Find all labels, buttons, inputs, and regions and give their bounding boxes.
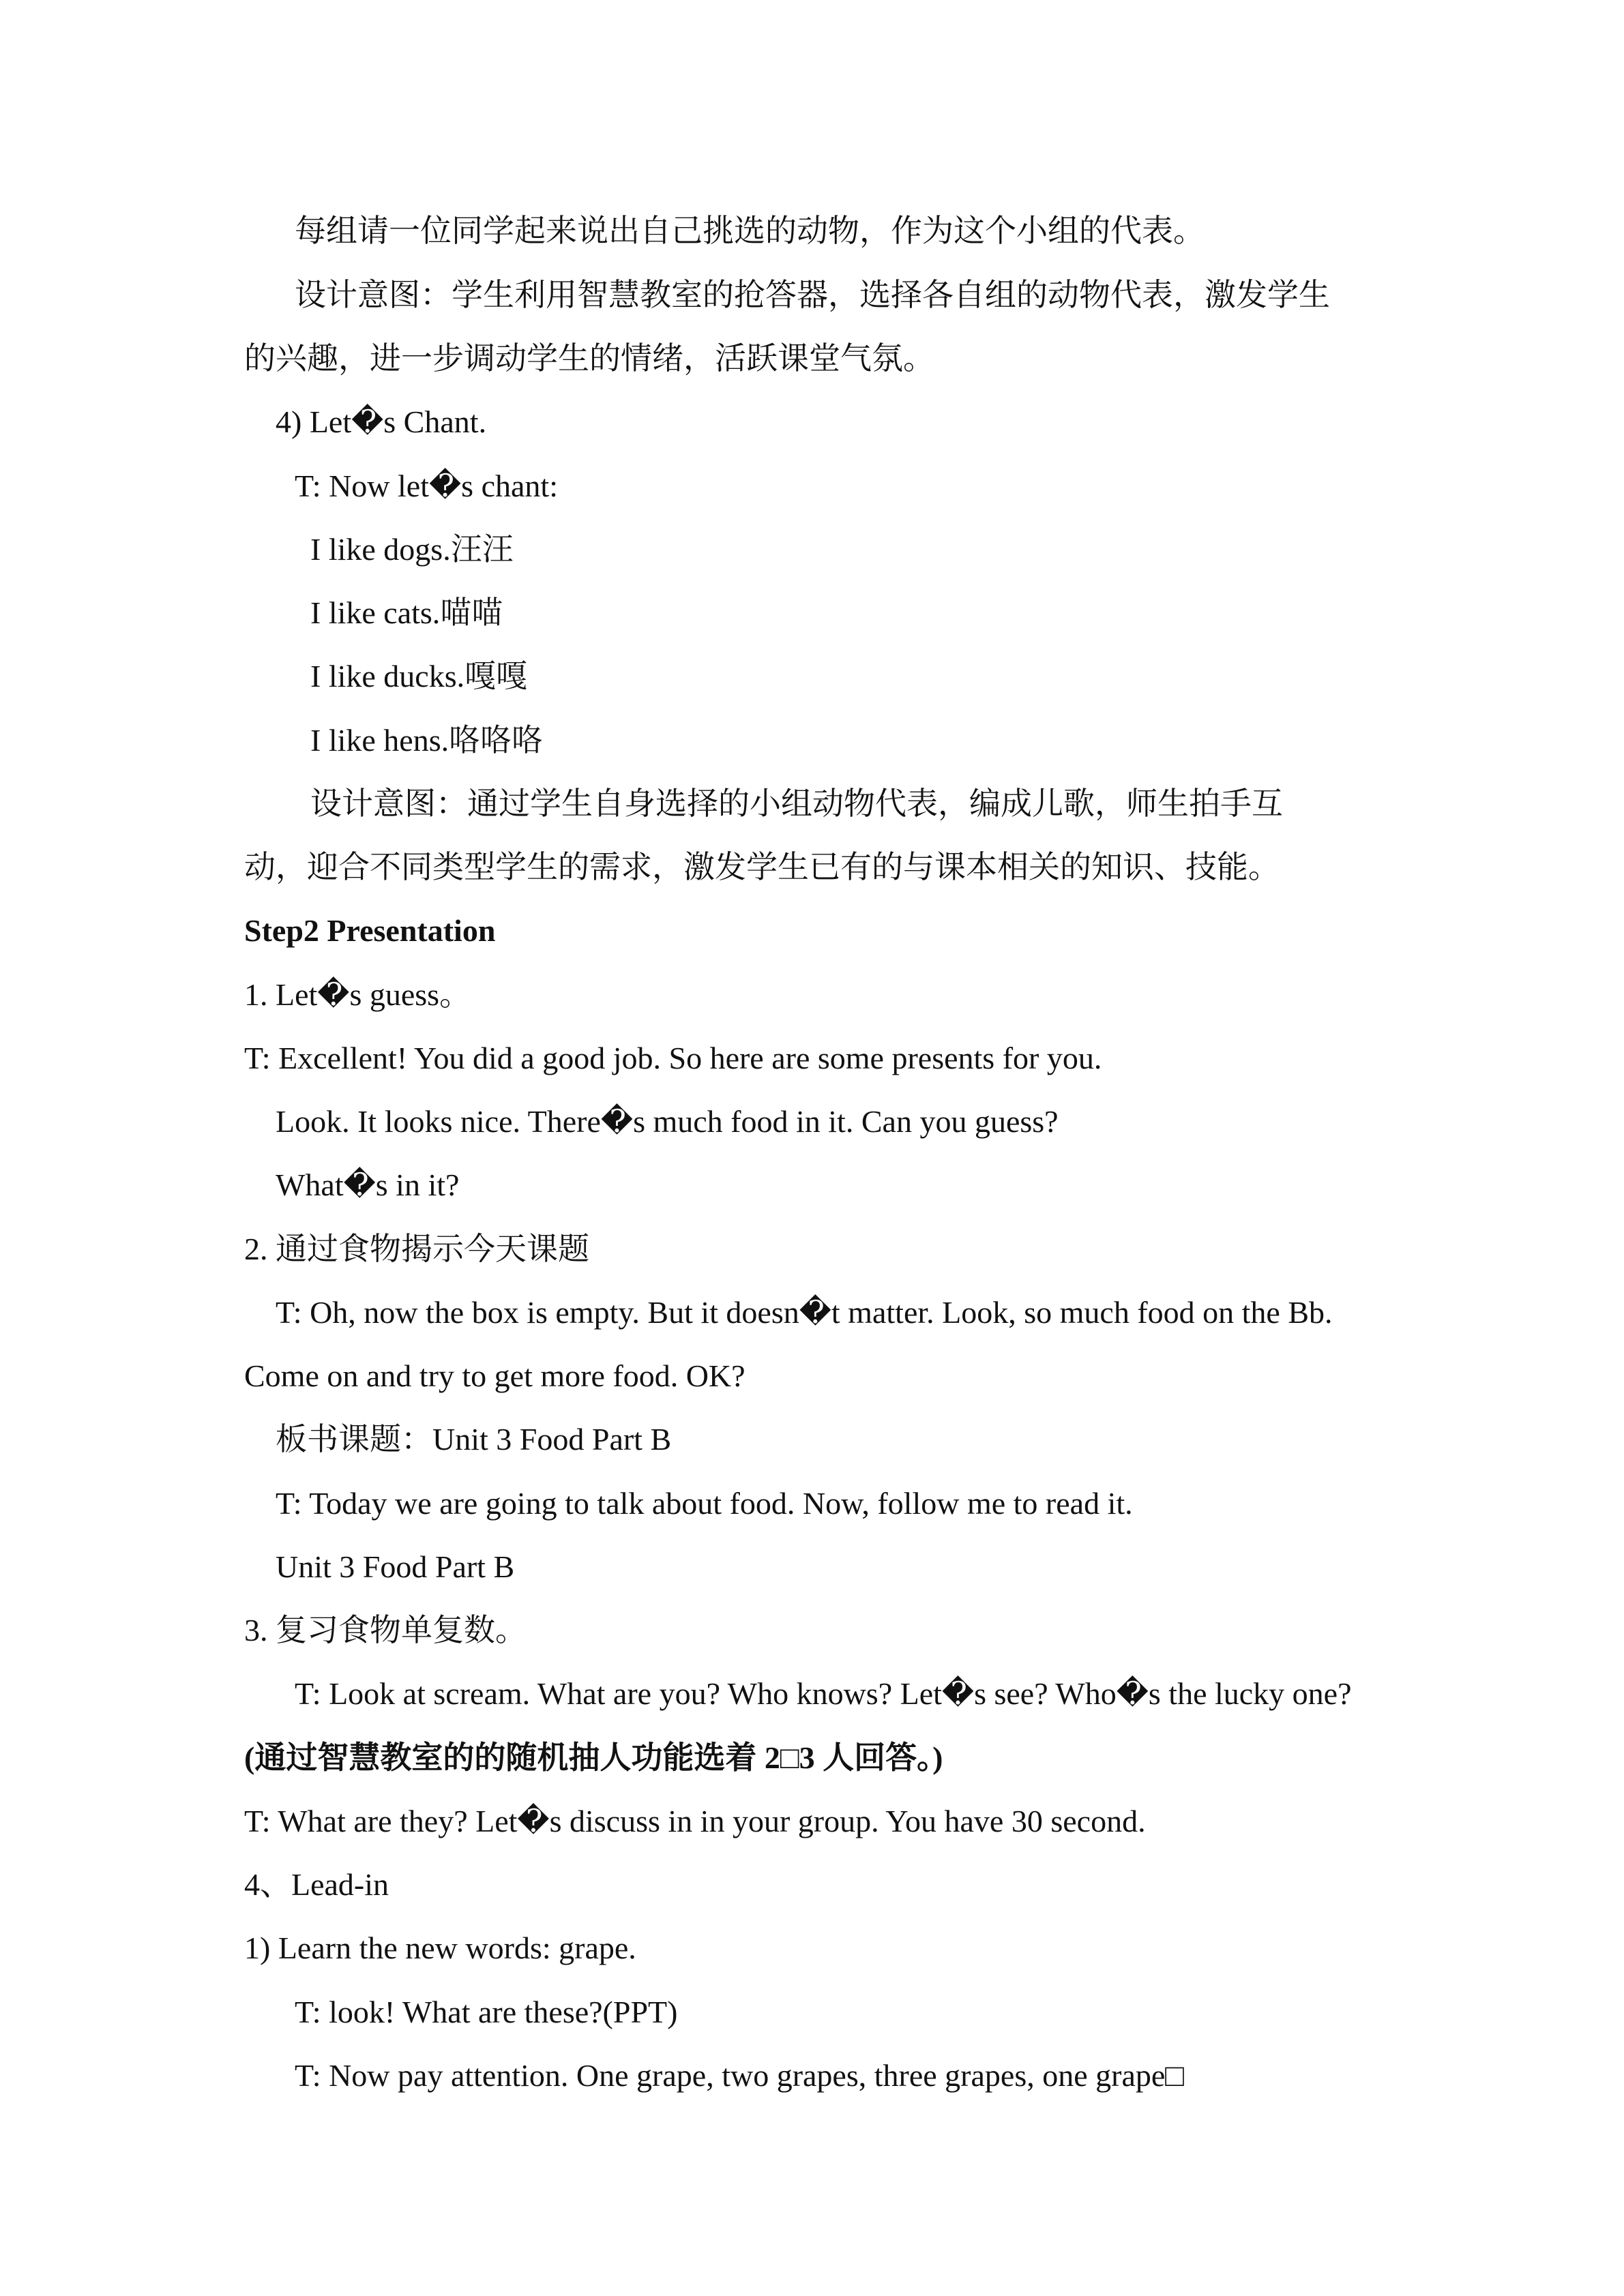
paragraph-line: T: Excellent! You did a good job. So here are some presents for you. xyxy=(244,1041,1102,1075)
paragraph-line: Unit 3 Food Part B xyxy=(276,1549,515,1584)
paragraph-line: 4、Lead-in xyxy=(244,1867,389,1902)
paragraph-line: What�s in it? xyxy=(276,1167,460,1202)
paragraph-line: 4) Let�s Chant. xyxy=(276,404,487,439)
paragraph-line: 设计意图：通过学生自身选择的小组动物代表，编成儿歌，师生拍手互 xyxy=(310,786,1283,821)
chant-line: I like ducks.嘎嘎 xyxy=(310,659,528,694)
paragraph-line: Look. It looks nice. There�s much food in it. Can you guess? xyxy=(276,1104,1059,1139)
chant-line: I like hens.咯咯咯 xyxy=(310,723,544,758)
paragraph-line: T: Oh, now the box is empty. But it doesn�t matter. Look, so much food on the Bb. xyxy=(276,1295,1333,1330)
paragraph-line: 动，迎合不同类型学生的需求，激发学生已有的与课本相关的知识、技能。 xyxy=(244,850,1280,884)
paragraph-line: T: look! What are these?(PPT) xyxy=(295,1995,678,2029)
paragraph-line: 3. 复习食物单复数。 xyxy=(244,1613,527,1648)
paragraph-line: 板书课题：Unit 3 Food Part B xyxy=(276,1422,672,1457)
paragraph-line: 1. Let�s guess。 xyxy=(244,977,471,1012)
paragraph-line: T: Now let�s chant: xyxy=(295,468,558,503)
paragraph-line: (通过智慧教室的的随机抽人功能选着 2□3 人回答。) xyxy=(244,1740,943,1775)
paragraph-line: 的兴趣，进一步调动学生的情绪，活跃课堂气氛。 xyxy=(244,341,934,376)
paragraph-line: Come on and try to get more food. OK? xyxy=(244,1358,745,1393)
paragraph-line: T: Today we are going to talk about food. Now, follow me to read it. xyxy=(276,1486,1133,1521)
paragraph-line: 每组请一位同学起来说出自己挑选的动物，作为这个小组的代表。 xyxy=(295,213,1205,248)
paragraph-line: T: Now pay attention. One grape, two grapes, three grapes, one grape□ xyxy=(295,2058,1185,2093)
paragraph-line: T: Look at scream. What are you? Who knows? Let�s see? Who�s the lucky one? xyxy=(295,1676,1352,1711)
paragraph-line: T: What are they? Let�s discuss in in your group. You have 30 second. xyxy=(244,1804,1146,1838)
section-heading: Step2 Presentation xyxy=(244,913,496,948)
chant-line: I like dogs.汪汪 xyxy=(310,532,514,567)
paragraph-line: 2. 通过食物揭示今天课题 xyxy=(244,1232,589,1266)
paragraph-line: 设计意图：学生利用智慧教室的抢答器，选择各自组的动物代表，激发学生 xyxy=(295,278,1330,312)
chant-line: I like cats.喵喵 xyxy=(310,595,503,630)
paragraph-line: 1) Learn the new words: grape. xyxy=(244,1930,636,1965)
